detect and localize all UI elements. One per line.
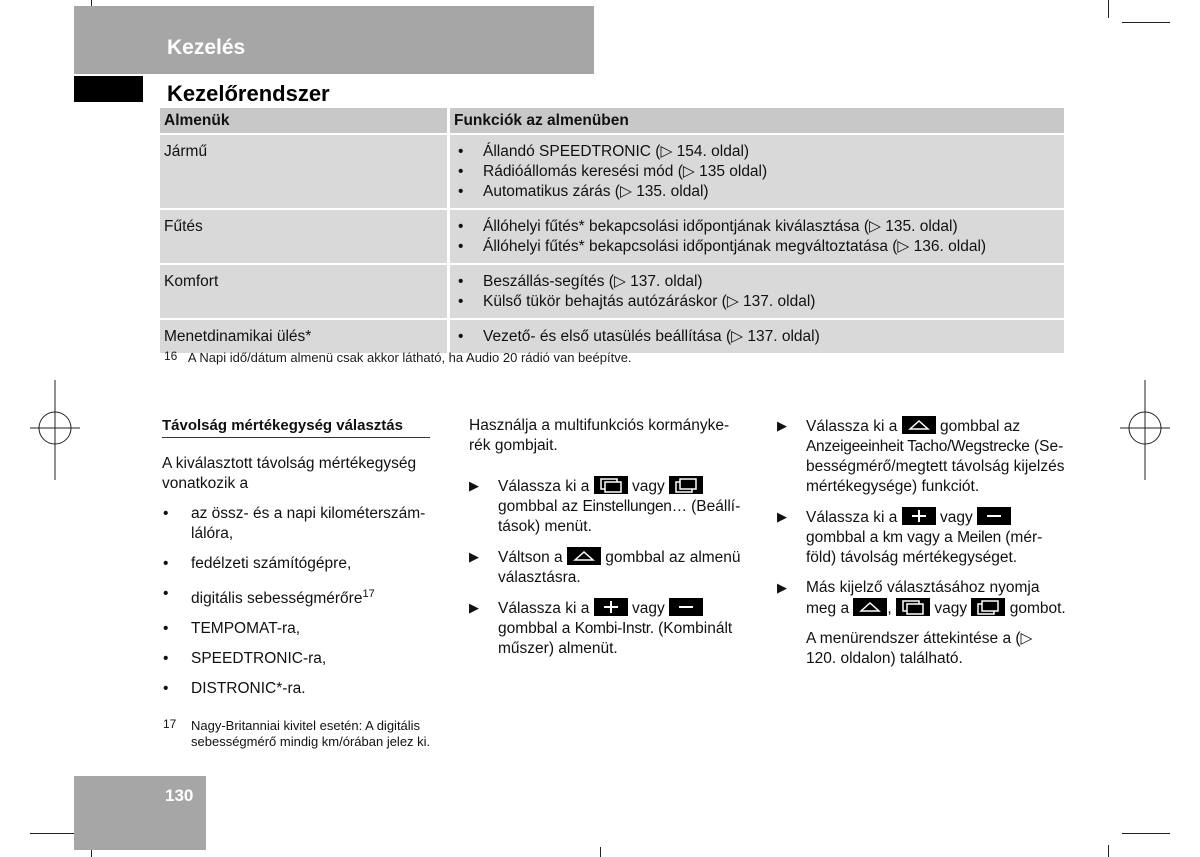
instruction-step: [777, 416, 1067, 497]
crop-mark: [1108, 0, 1109, 18]
step-text: (Kombinált műszer) almenüt.: [498, 620, 733, 657]
display-text: Einstellungen…: [582, 498, 687, 515]
function-item: • Külső tükör behajtás autózáráskor (▷ 137. oldal): [454, 292, 1060, 312]
step-text: (Se-bességmérő/megtett távolság kijelzés mértékegysége) funkciót.: [806, 438, 1065, 495]
footnote-ref: 17: [362, 588, 375, 600]
arrow-icon: ▶: [777, 418, 787, 433]
step-text: vagy: [934, 600, 968, 617]
step-text: gombbal a: [498, 620, 571, 637]
instruction-step: [469, 547, 759, 588]
step-text: (Beállí-tások) menüt.: [498, 498, 741, 535]
step-text: Válassza ki a: [806, 509, 898, 526]
step-text: vagy: [631, 600, 665, 617]
menu-left-button-icon: [896, 598, 930, 616]
instruction-step: [469, 476, 759, 537]
function-list: [449, 264, 1065, 319]
display-text: km: [882, 529, 903, 546]
list-item: • fedélzeti számítógépre,: [162, 554, 440, 574]
heading-rule: [162, 437, 430, 438]
step-text: Válassza ki a: [498, 600, 590, 617]
table-row: [160, 209, 1064, 264]
function-item: • Vezető- és első utasülés beállítása (▷ 137. oldal): [454, 327, 1060, 347]
step-text: vagy: [631, 478, 665, 495]
function-list: [449, 134, 1065, 209]
table-row: [160, 134, 1064, 209]
column-2: [469, 416, 759, 669]
crop-mark: [600, 847, 601, 857]
step-text: vagy a: [907, 529, 953, 546]
step-text: ,: [887, 600, 892, 617]
intro-text: A kiválasztott távolság mértékegység vonatkozik a: [162, 455, 417, 492]
column-3: [777, 416, 1067, 669]
footnote-17: [163, 718, 453, 750]
subsection-heading: Távolság mértékegység választás: [162, 417, 403, 434]
display-text: Anzeigeeinheit Tacho/Wegstrecke: [806, 438, 1030, 455]
minus-button-icon: [977, 507, 1011, 525]
table-header-functions: Funkciók az almenüben: [449, 108, 1065, 134]
table-row: [160, 264, 1064, 319]
list-item: • TEMPOMAT-ra,: [162, 619, 440, 639]
function-item: • Beszállás-segítés (▷ 137. oldal): [454, 272, 1060, 292]
list-item-text: digitális sebességmérőre: [191, 590, 363, 608]
step-text: (mér-föld) távolság mértékegységet.: [806, 529, 1043, 566]
menu-right-button-icon: [669, 476, 703, 494]
intro-text: Használja a multifunkciós kormányke-rék gombjait.: [469, 417, 730, 454]
crop-mark: [1108, 845, 1109, 857]
arrow-icon: ▶: [777, 509, 787, 524]
function-item: • Állandó SPEEDTRONIC (▷ 154. oldal): [454, 142, 1060, 162]
overview-note: A menürendszer áttekintése a (▷ 120. oldalon) található.: [806, 630, 1033, 667]
step-text: gombbal az: [498, 498, 579, 515]
step-text: Válassza ki a: [498, 478, 590, 495]
up-button-icon: [853, 598, 887, 616]
footnote-text: Nagy-Britanniai kivitel esetén: A digitális sebességmérő mindig km/órában jelez ki.: [191, 718, 431, 749]
page-number: 130: [165, 786, 194, 805]
chapter-header-bar: [74, 6, 594, 74]
up-button-icon: [567, 547, 601, 565]
list-item: • DISTRONIC*-ra.: [162, 679, 440, 699]
step-text: Más kijelző választásához nyomja meg a: [806, 579, 1040, 617]
arrow-icon: ▶: [469, 600, 479, 615]
table-header-submenus: Almenük: [160, 108, 449, 134]
submenu-name: Jármű: [160, 134, 449, 209]
arrow-icon: ▶: [469, 549, 479, 564]
function-item: • Automatikus zárás (▷ 135. oldal): [454, 182, 1060, 202]
display-text: Kombi-Instr.: [574, 620, 654, 637]
plus-button-icon: [594, 598, 628, 616]
step-text: gombbal az almenü választásra.: [498, 549, 741, 586]
footnote-16: [164, 349, 632, 367]
registration-mark-left: [30, 380, 80, 480]
menu-right-button-icon: [971, 598, 1005, 616]
minus-button-icon: [669, 598, 703, 616]
submenu-table: [160, 108, 1064, 355]
step-text: Válassza ki a: [806, 418, 898, 435]
crop-mark: [1122, 833, 1170, 834]
arrow-icon: ▶: [469, 478, 479, 493]
submenu-name: Komfort: [160, 264, 449, 319]
list-item: • SPEEDTRONIC-ra,: [162, 649, 440, 669]
step-text: gombbal a: [806, 529, 879, 546]
step-text: gombbal az: [939, 418, 1021, 435]
submenu-name: Menetdinamikai ülés*: [160, 319, 449, 354]
crop-mark: [30, 833, 78, 834]
list-item: [162, 584, 440, 609]
crop-mark: [1122, 22, 1170, 23]
section-marker: [74, 76, 143, 102]
footnote-number: 17: [163, 717, 177, 731]
function-item: • Rádióállomás keresési mód (▷ 135 oldal): [454, 162, 1060, 182]
step-text: gombot.: [1009, 600, 1066, 617]
step-text: vagy: [939, 509, 973, 526]
step-text: Váltson a: [498, 549, 563, 566]
footnote-number: 16: [164, 349, 178, 363]
function-list: [449, 209, 1065, 264]
menu-left-button-icon: [594, 476, 628, 494]
up-button-icon: [902, 416, 936, 434]
function-item: • Állóhelyi fűtés* bekapcsolási időpontjának megváltoztatása (▷ 136. oldal): [454, 237, 1060, 257]
registration-mark-right: [1120, 380, 1170, 480]
plus-button-icon: [902, 507, 936, 525]
section-title: Kezelőrendszer: [167, 81, 330, 106]
instruction-step: [777, 507, 1067, 568]
arrow-icon: ▶: [777, 580, 787, 595]
footnote-text: A Napi idő/dátum almenü csak akkor látható, ha Audio 20 rádió van beépítve.: [187, 350, 632, 365]
display-text: Meilen: [957, 529, 1001, 546]
instruction-step: [777, 578, 1067, 619]
chapter-title: Kezelés: [167, 36, 246, 59]
list-item: • az össz- és a napi kilométerszám-lálóra,: [162, 504, 440, 544]
instruction-step: [469, 598, 759, 659]
function-item: • Állóhelyi fűtés* bekapcsolási időpontjának kiválasztása (▷ 135. oldal): [454, 217, 1060, 237]
submenu-name: Fűtés: [160, 209, 449, 264]
column-1: [162, 416, 452, 709]
